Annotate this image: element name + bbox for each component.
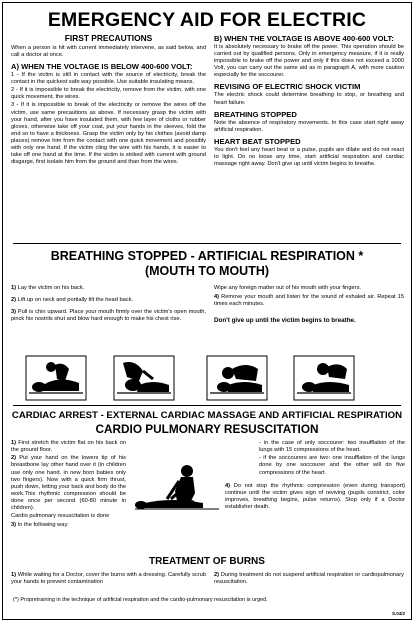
- respiration-wipe: Wipe any foreign matter out of his mouth with your fingers.: [214, 285, 361, 291]
- heart-beat-stopped-heading: HEART BEAT STOPPED: [214, 136, 301, 146]
- respiration-right: [214, 285, 404, 326]
- voltage-above-text: It is absolutely necessary to brake off the power. This operation should be carried out by qualified persons. Only in emergency measure, if it is really impossible to brake off the power and only if this does not exceed a 1000 Volt, you can carry out the same aid as in paragraph A, with more caution especially for the soccourer.: [214, 44, 404, 79]
- cardiac-step-1: 1) First stretch the victim flat on his back on the ground floor.: [11, 440, 126, 454]
- cardiac-step-2b: Cardio pulmonary resuscitation is done: [11, 513, 110, 520]
- first-precautions-heading: FIRST PRECAUTIONS: [64, 33, 153, 43]
- cardiac-heading-line-2: CARDIO PULMONARY RESUSCITATION: [95, 422, 319, 436]
- cardiac-heading-line-1: CARDIAC ARREST - EXTERNAL CARDIAC MASSAGE AND ARTIFICIAL RESPIRATION: [11, 410, 403, 421]
- breathing-stopped-heading: BREATHING STOPPED: [214, 109, 297, 119]
- burns-step-2: 2) During treatment do not suspend artificial respiration or cardiopulmonary resuscitation.: [214, 572, 404, 586]
- cardiac-step-4: 4) Do not stop the rhythmic compression (even during transport) continue until the victim gives sign of reviving (pupils constrict, color improves, breathing begins, pulse returns). Stop only if a Doctor establisher death.: [225, 482, 405, 510]
- cardiac-step-3: 3) In the following way:: [11, 521, 69, 528]
- burns-left: [11, 572, 206, 587]
- illustration-lay-victim: [25, 355, 87, 401]
- cardiac-right: [225, 440, 405, 512]
- respiration-heading-line-1: BREATHING STOPPED - ARTIFICIAL RESPIRATION *: [50, 249, 364, 263]
- cardiac-heading: [3, 409, 411, 437]
- dont-give-up-text: Don't give up until the victim begins to breathe.: [214, 317, 356, 325]
- divider: [13, 405, 401, 406]
- poster: [2, 2, 412, 620]
- respiration-step-3: 3) Pull is chin upward. Place your mouth firmly over the victim's open mouth, pinck his nostrils shut and blow hard enough to make his chest rise.: [11, 309, 206, 323]
- divider: [13, 243, 401, 244]
- voltage-above-heading: B) WHEN THE VOLTAGE IS ABOVE 400-600 VOLT:: [214, 34, 394, 43]
- burns-right: [214, 572, 404, 587]
- respiration-step-1: 1) Lay the victim on his back.: [11, 285, 85, 291]
- publisher-logo: S.04/2: [391, 611, 405, 616]
- voltage-below-paragraph-2: 2 - If it is impossible to break the electricity, remove from the victim, with one quick movement, the wires.: [11, 87, 206, 101]
- voltage-below-heading: A) WHEN THE VOLTAGE IS BELOW 400-600 VOLT:: [11, 61, 193, 71]
- illustration-mouth-to-mouth: [206, 355, 268, 401]
- illustration-cardiac-massage: [131, 461, 223, 519]
- left-column: [11, 34, 206, 167]
- page-title: EMERGENCY AID FOR ELECTRIC: [47, 9, 367, 31]
- first-precautions-text: When a person is hit with current immediately intervene, as said below, and call a doctor at once.: [11, 44, 206, 58]
- cardiac-single-rescuer: - in the case of only soccourer: two insufflation of the lungs with 15 compressions of the heart.: [259, 440, 405, 454]
- illustration-tilt-head: [113, 355, 175, 401]
- cardiac-step-2: 2) Put your hand on the lowers tip of his breastbone lay other hand over it (in children use only one hand. in new born babies only two fingers). Now with a quick firm thrust, push down, letting your back and body do the work.This rhythmic compression should be done once per second (60-80 minute in children).: [11, 455, 126, 512]
- heart-beat-stopped-text: You don't feel any heart beat or a pulse, pupils are dilate and do not react to light. Do no loose any time, start artificial respiration and cardiac massage right away. Don't give up until victim begins to breathe.: [214, 146, 404, 168]
- burns-heading: TREATMENT OF BURNS: [149, 556, 265, 567]
- cardiac-left: [11, 440, 126, 530]
- revising-text: The electric shock could determine breathing to stop, or breathing and heart failure.: [214, 92, 404, 106]
- respiration-step-4: 4) Remove your mouth and listen for the sound of exhaled air. Repeat 15 times each minutes.: [214, 294, 404, 308]
- cardiac-two-rescuers: - if the soccourers are two: one insufflation of the lungs done by one soccourer and the other will do five compressions of the heart.: [259, 455, 405, 476]
- illustration-listen-breath: [293, 355, 355, 401]
- voltage-below-paragraph-3: 3 - If it is impossible to break of the electricity or remove the wires off the victim, use same precautions as above. If necessary grasp the victim with your hand, after you have insulated them, with few layer of cloths or rubber gloves, otherwise take off your coat, put your hands in the sleeves, fold the end so to have a thickness. Grasp the victim only by his clothes (avoid damp places) remove him from the contact with one quick movement and possibly with only one hand. If the victim cling the wire with his hands, it is easier to take off one hand at the time. If the victim is striked with current with ground disgarge, first isolate him from the ground and than from the wires.: [11, 102, 206, 166]
- respiration-heading-line-2: (MOUTH TO MOUTH): [144, 264, 270, 278]
- burns-step-1: 1) While waiting for a Doctor, cover the burns with a dressing. Carefully scrub your hands to prevent contamination: [11, 572, 206, 586]
- voltage-below-paragraph-1: 1 - If the victim is still in contact with the source of electricity, break the contact in the quickest safe way possible. Use suitable insulating means.: [11, 71, 206, 85]
- revising-heading: REVISING OF ELECTRIC SHOCK VICTIM: [214, 82, 361, 92]
- footnote: (*) Propretraining in the technique of artificial respiration and the cardio-pulmonary resuscitation is urged.: [13, 597, 268, 603]
- respiration-left: [11, 285, 206, 325]
- respiration-heading: [3, 249, 411, 279]
- right-column: [214, 34, 404, 169]
- breathing-stopped-text: Note the absence of respiratory movements. In this case start right away artificial respiration.: [214, 119, 404, 133]
- respiration-step-2: 2) Lift up on neck and portially tilt the head back.: [11, 297, 134, 304]
